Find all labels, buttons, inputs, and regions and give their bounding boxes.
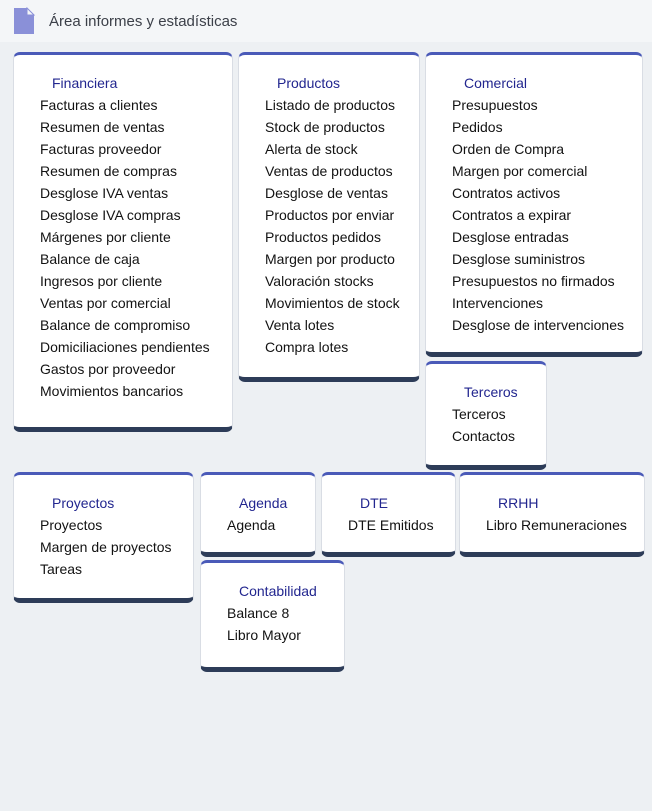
report-item[interactable]: Margen de proyectos bbox=[40, 539, 172, 555]
report-item[interactable]: Productos pedidos bbox=[265, 229, 381, 245]
card-proyectos bbox=[13, 472, 194, 603]
report-item[interactable]: Resumen de ventas bbox=[40, 119, 165, 135]
report-item[interactable]: Ventas de productos bbox=[265, 163, 393, 179]
page-header bbox=[0, 0, 652, 42]
report-item[interactable]: Desglose IVA ventas bbox=[40, 185, 169, 201]
card-title-contabilidad: Contabilidad bbox=[239, 583, 317, 599]
card-financiera bbox=[13, 52, 233, 432]
report-item[interactable]: Valoración stocks bbox=[265, 273, 374, 289]
card-title-terceros: Terceros bbox=[464, 384, 518, 400]
report-item[interactable]: DTE Emitidos bbox=[348, 517, 434, 533]
report-item[interactable]: Contratos activos bbox=[452, 185, 561, 201]
report-item[interactable]: Orden de Compra bbox=[452, 141, 565, 157]
card-title-rrhh: RRHH bbox=[498, 495, 539, 511]
card-dte bbox=[321, 472, 456, 557]
card-title-financiera: Financiera bbox=[52, 75, 118, 91]
report-item[interactable]: Libro Remuneraciones bbox=[486, 517, 627, 533]
report-item[interactable]: Ventas por comercial bbox=[40, 295, 171, 311]
report-item[interactable]: Domiciliaciones pendientes bbox=[40, 339, 210, 355]
card-title-agenda: Agenda bbox=[239, 495, 288, 511]
card-terceros bbox=[425, 361, 547, 470]
report-item[interactable]: Márgenes por cliente bbox=[40, 229, 171, 245]
report-item[interactable]: Stock de productos bbox=[265, 119, 385, 135]
report-item[interactable]: Libro Mayor bbox=[227, 627, 301, 643]
report-item[interactable]: Balance 8 bbox=[227, 605, 290, 621]
report-item[interactable]: Ingresos por cliente bbox=[40, 273, 163, 289]
report-item[interactable]: Productos por enviar bbox=[265, 207, 395, 223]
report-item[interactable]: Desglose de ventas bbox=[265, 185, 388, 201]
report-item[interactable]: Agenda bbox=[227, 517, 276, 533]
report-item[interactable]: Movimientos de stock bbox=[265, 295, 400, 311]
card-comercial bbox=[425, 52, 643, 357]
card-productos bbox=[238, 52, 420, 382]
card-title-comercial: Comercial bbox=[464, 75, 528, 91]
report-item[interactable]: Desglose entradas bbox=[452, 229, 569, 245]
report-item[interactable]: Contactos bbox=[452, 428, 516, 444]
report-item[interactable]: Margen por producto bbox=[265, 251, 395, 267]
report-item[interactable]: Venta lotes bbox=[265, 317, 335, 333]
card-title-productos: Productos bbox=[277, 75, 341, 91]
report-item[interactable]: Gastos por proveedor bbox=[40, 361, 176, 377]
card-title-proyectos: Proyectos bbox=[52, 495, 115, 511]
report-item[interactable]: Tareas bbox=[40, 561, 83, 577]
report-item[interactable]: Terceros bbox=[452, 406, 506, 422]
report-item[interactable]: Proyectos bbox=[40, 517, 103, 533]
report-item[interactable]: Resumen de compras bbox=[40, 163, 177, 179]
report-item[interactable]: Desglose suministros bbox=[452, 251, 586, 267]
report-item[interactable]: Alerta de stock bbox=[265, 141, 358, 157]
report-item[interactable]: Presupuestos no firmados bbox=[452, 273, 615, 289]
report-item[interactable]: Desglose IVA compras bbox=[40, 207, 181, 223]
page-title: Área informes y estadísticas bbox=[49, 12, 238, 30]
report-item[interactable]: Margen por comercial bbox=[452, 163, 588, 179]
report-item[interactable]: Compra lotes bbox=[265, 339, 349, 355]
report-item[interactable]: Balance de caja bbox=[40, 251, 140, 267]
report-item[interactable]: Facturas a clientes bbox=[40, 97, 158, 113]
report-item[interactable]: Pedidos bbox=[452, 119, 503, 135]
card-rrhh bbox=[459, 472, 645, 557]
report-item[interactable]: Balance de compromiso bbox=[40, 317, 191, 333]
report-item[interactable]: Intervenciones bbox=[452, 295, 544, 311]
report-item[interactable]: Movimientos bancarios bbox=[40, 383, 184, 399]
report-item[interactable]: Desglose de intervenciones bbox=[452, 317, 624, 333]
document-icon bbox=[12, 7, 35, 35]
report-item[interactable]: Listado de productos bbox=[265, 97, 395, 113]
report-item[interactable]: Facturas proveedor bbox=[40, 141, 162, 157]
card-contabilidad bbox=[200, 560, 345, 672]
report-item[interactable]: Presupuestos bbox=[452, 97, 538, 113]
card-agenda bbox=[200, 472, 316, 557]
report-item[interactable]: Contratos a expirar bbox=[452, 207, 572, 223]
card-title-dte: DTE bbox=[360, 495, 388, 511]
